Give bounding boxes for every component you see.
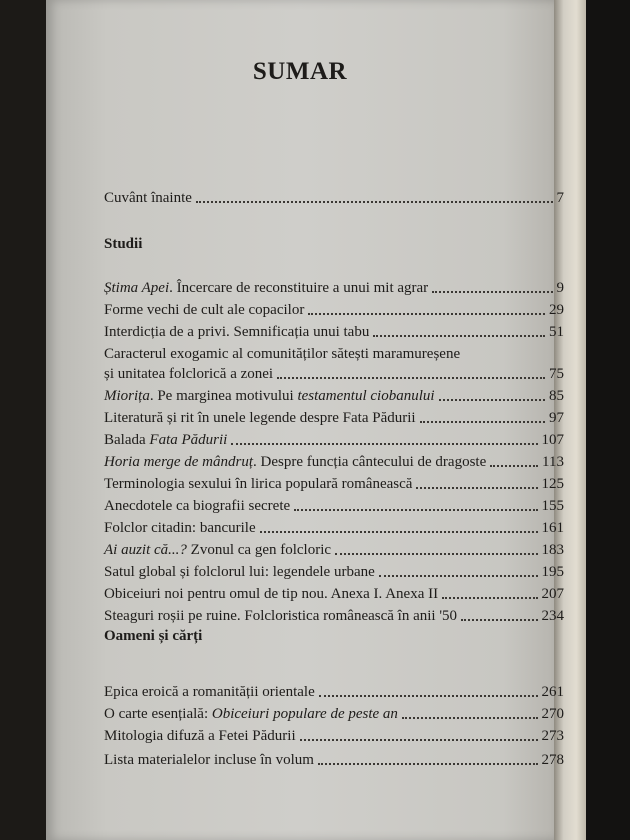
entry-page: 161 bbox=[541, 520, 564, 536]
dot-leader bbox=[308, 313, 545, 315]
entry-page: 155 bbox=[541, 498, 564, 514]
entry-page: 29 bbox=[549, 302, 564, 318]
toc-entry bbox=[104, 586, 564, 603]
entry-page: 234 bbox=[541, 608, 564, 624]
toc-entry bbox=[104, 432, 564, 449]
dot-leader bbox=[432, 291, 552, 293]
entry-title: Ai auzit că...? Zvonul ca gen folcloric bbox=[104, 542, 332, 558]
entry-page: 113 bbox=[542, 454, 564, 470]
dot-leader bbox=[490, 465, 538, 467]
entry-title: Steaguri roșii pe ruine. Folcloristica românească în anii '50 bbox=[104, 608, 458, 624]
entry-title: Literatură și rit în unele legende despre Fata Pădurii bbox=[104, 410, 416, 426]
entry-page: 7 bbox=[556, 190, 564, 206]
entry-page: 273 bbox=[541, 728, 564, 744]
toc-entry bbox=[104, 476, 564, 493]
toc-entry bbox=[104, 498, 564, 515]
toc-entry bbox=[104, 520, 564, 537]
entry-title: Balada Fata Pădurii bbox=[104, 432, 228, 448]
toc-entry bbox=[104, 454, 564, 471]
entry-title: Miorița. Pe marginea motivului testamentul ciobanului bbox=[104, 388, 435, 404]
toc-entry bbox=[104, 324, 564, 341]
toc-entry bbox=[104, 608, 564, 625]
dot-leader bbox=[277, 377, 545, 379]
dot-leader bbox=[319, 695, 538, 697]
dot-leader bbox=[402, 717, 538, 719]
toc-entry bbox=[104, 366, 564, 383]
toc-entry bbox=[104, 302, 564, 319]
entry-title: Folclor citadin: bancurile bbox=[104, 520, 256, 536]
entry-title: Știma Apei. Încercare de reconstituire a unui mit agrar bbox=[104, 280, 429, 296]
dot-leader bbox=[231, 443, 537, 445]
entry-page: 278 bbox=[541, 752, 564, 768]
entry-title: Interdicția de a privi. Semnificația unui tabu bbox=[104, 324, 370, 340]
page-title: SUMAR bbox=[252, 58, 348, 85]
dot-leader bbox=[300, 739, 538, 741]
entry-title: Anecdotele ca biografii secrete bbox=[104, 498, 291, 514]
entry-title: Horia merge de mândruț. Despre funcția cântecului de dragoste bbox=[104, 454, 487, 470]
dot-leader bbox=[420, 421, 545, 423]
entry-title: Epica eroică a romanității orientale bbox=[104, 684, 315, 700]
toc-entry bbox=[104, 280, 564, 297]
section-heading-studii: Studii bbox=[104, 236, 143, 252]
toc-entry bbox=[104, 346, 460, 363]
dot-leader bbox=[373, 335, 545, 337]
toc-entry bbox=[104, 706, 564, 723]
entry-title: Mitologia difuză a Fetei Pădurii bbox=[104, 728, 296, 744]
entry-page: 270 bbox=[541, 706, 564, 722]
background bbox=[586, 0, 630, 840]
dot-leader bbox=[461, 619, 537, 621]
dot-leader bbox=[260, 531, 538, 533]
entry-page: 207 bbox=[541, 586, 564, 602]
entry-page: 195 bbox=[541, 564, 564, 580]
entry-page: 9 bbox=[556, 280, 564, 296]
entry-title: Cuvânt înainte bbox=[104, 190, 192, 206]
entry-page: 97 bbox=[549, 410, 564, 426]
entry-page: 261 bbox=[541, 684, 564, 700]
toc-entry bbox=[104, 388, 564, 405]
toc-entry bbox=[104, 728, 564, 745]
dot-leader bbox=[196, 201, 553, 203]
toc-entry bbox=[104, 410, 564, 427]
entry-page: 183 bbox=[541, 542, 564, 558]
entry-title: Lista materialelor incluse în volum bbox=[104, 752, 314, 768]
dot-leader bbox=[439, 399, 545, 401]
toc-entry bbox=[104, 684, 564, 701]
entry-title: Caracterul exogamic al comunităților sătești maramureșene bbox=[104, 346, 461, 362]
entry-title: Terminologia sexului în lirica populară românească bbox=[104, 476, 413, 492]
entry-title: Obiceiuri noi pentru omul de tip nou. Anexa I. Anexa II bbox=[104, 586, 439, 602]
toc-entry-intro bbox=[104, 190, 564, 207]
entry-title: Forme vechi de cult ale copacilor bbox=[104, 302, 305, 318]
toc-entry bbox=[104, 542, 564, 559]
entry-page: 51 bbox=[549, 324, 564, 340]
entry-title: și unitatea folclorică a zonei bbox=[104, 366, 274, 382]
dot-leader bbox=[442, 597, 537, 599]
dot-leader bbox=[416, 487, 537, 489]
entry-page: 85 bbox=[549, 388, 564, 404]
dot-leader bbox=[318, 763, 538, 765]
toc-entry-final bbox=[104, 752, 564, 769]
toc-entry bbox=[104, 564, 564, 581]
entry-page: 107 bbox=[541, 432, 564, 448]
dot-leader bbox=[335, 553, 537, 555]
dot-leader bbox=[379, 575, 538, 577]
entry-title: Satul global și folclorul lui: legendele urbane bbox=[104, 564, 375, 580]
entry-page: 125 bbox=[541, 476, 564, 492]
entry-title: O carte esențială: Obiceiuri populare de peste an bbox=[104, 706, 398, 722]
entry-page: 75 bbox=[549, 366, 564, 382]
dot-leader bbox=[294, 509, 537, 511]
section-heading-oameni: Oameni și cărți bbox=[104, 628, 203, 644]
